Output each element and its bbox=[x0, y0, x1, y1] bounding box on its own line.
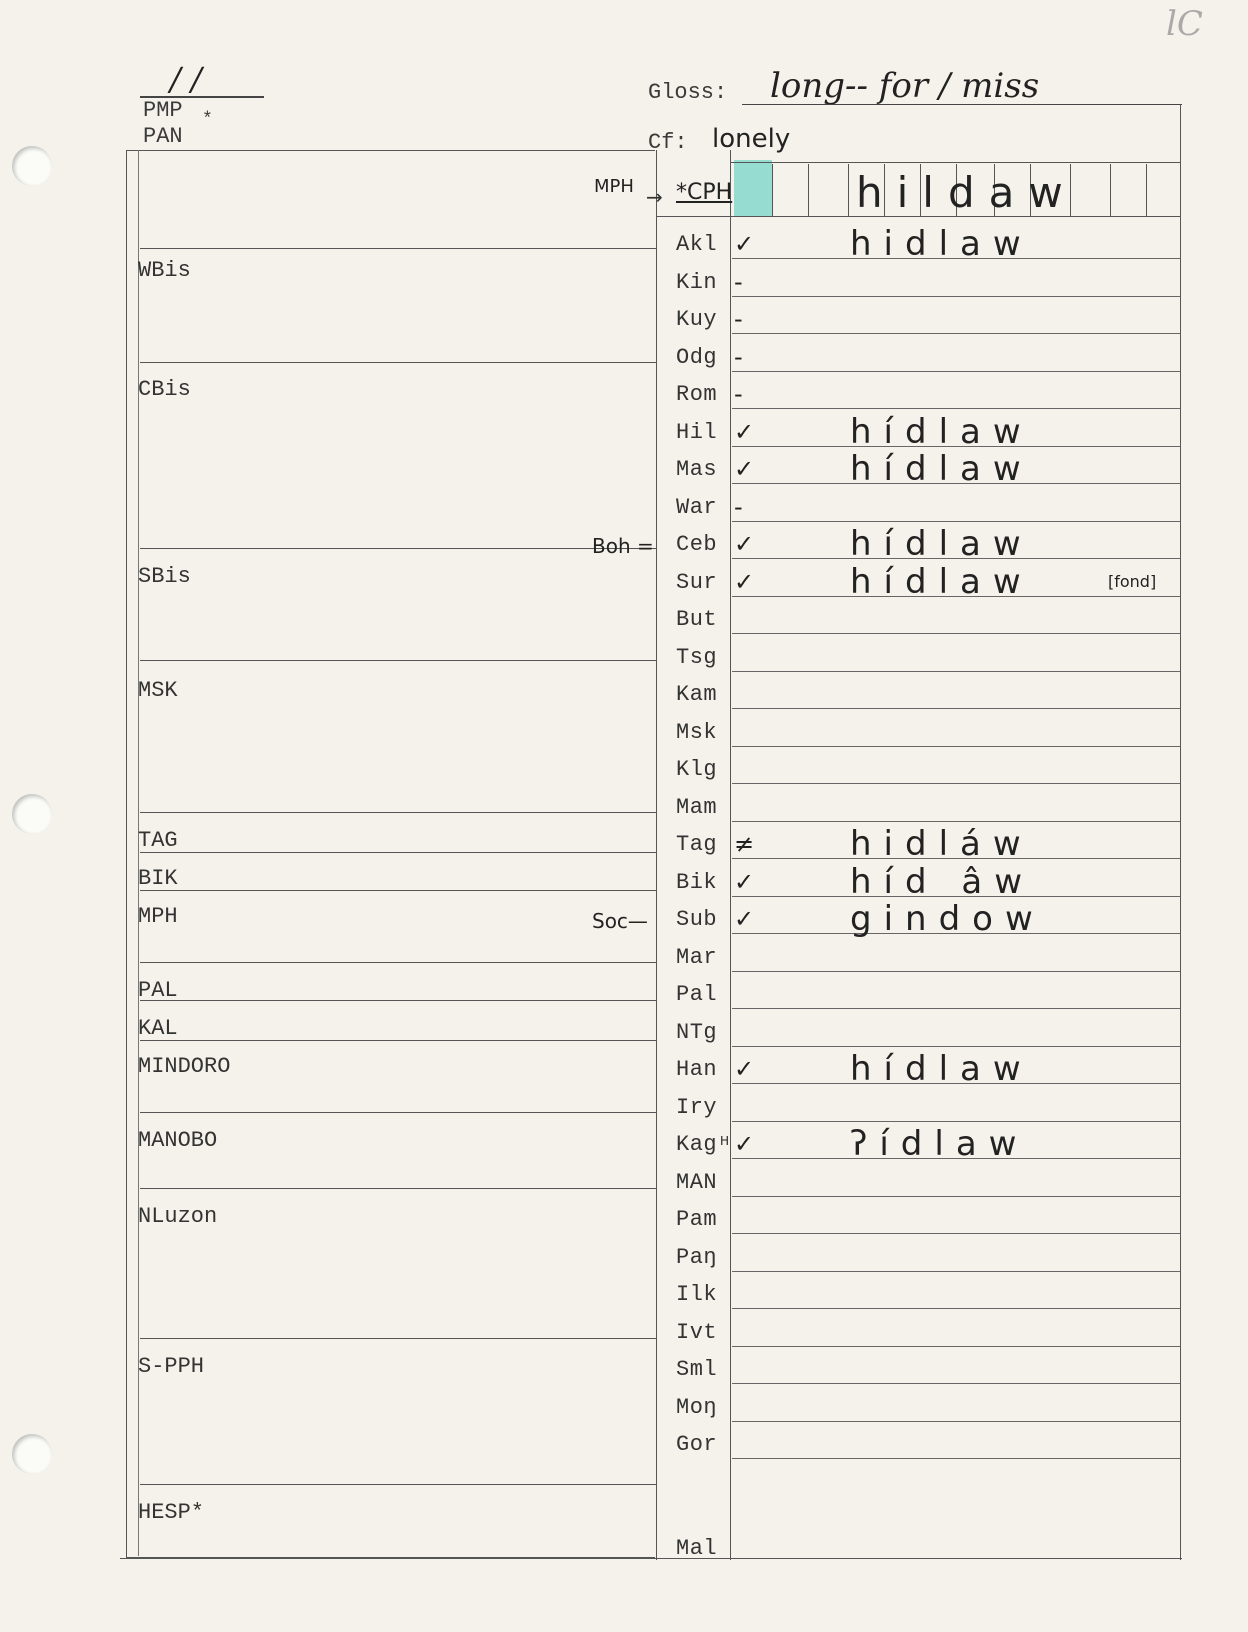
row-rule bbox=[732, 1008, 1180, 1009]
cognate-mark: - bbox=[734, 492, 743, 521]
row-rule bbox=[732, 1421, 1180, 1422]
proto-cell-divider bbox=[808, 164, 809, 216]
proto-form: hildaw bbox=[856, 168, 1077, 217]
divider-manobo bbox=[140, 1112, 656, 1113]
lang-code-man: MAN bbox=[676, 1169, 718, 1195]
row-rule bbox=[732, 333, 1180, 334]
proto-left-note: MPH bbox=[594, 176, 634, 197]
cognate-mark: ✓ bbox=[734, 1055, 755, 1083]
cf-value: lonely bbox=[712, 124, 791, 154]
lang-code-sur: Sur bbox=[676, 569, 718, 595]
divider-spph bbox=[140, 1338, 656, 1339]
divider-pal bbox=[140, 962, 656, 963]
cognate-mark: ✓ bbox=[734, 530, 755, 558]
reflex-form: hidláw bbox=[850, 824, 1033, 864]
cognate-mark: - bbox=[734, 305, 743, 333]
pan-asterisk: * bbox=[202, 110, 213, 130]
group-label-tag: TAG bbox=[138, 828, 178, 853]
lang-code-mal: Mal bbox=[676, 1536, 718, 1561]
row-rule bbox=[732, 1346, 1180, 1347]
lang-code-odg: Odg bbox=[676, 344, 718, 370]
row-rule bbox=[732, 1196, 1180, 1197]
row-note: Soc— bbox=[592, 909, 648, 933]
cognate-mark: - bbox=[734, 267, 743, 296]
row-rule bbox=[732, 1046, 1180, 1047]
divider-mindoro bbox=[140, 1040, 656, 1041]
divider-nluzon bbox=[140, 1188, 656, 1189]
corner-mark: lC bbox=[1166, 4, 1203, 44]
lang-code-kuy: Kuy bbox=[676, 307, 718, 332]
lang-code-pam: Pam bbox=[676, 1207, 718, 1232]
group-label-bik: BIK bbox=[138, 866, 178, 891]
left-panel-inner-edge bbox=[138, 150, 139, 1556]
row-rule bbox=[732, 408, 1180, 409]
lang-code-bik: Bik bbox=[676, 869, 718, 895]
lang-code-akl: Akl bbox=[676, 232, 718, 257]
code-column-left-border bbox=[656, 150, 657, 1560]
pan-label: PAN bbox=[143, 124, 183, 149]
proto-cell-divider bbox=[1146, 164, 1147, 216]
row-rule bbox=[732, 633, 1180, 634]
group-label-spph: S-PPH bbox=[138, 1354, 205, 1379]
pmp-label: PMP bbox=[143, 98, 183, 123]
divider-kal bbox=[140, 1000, 656, 1001]
lang-code-war: War bbox=[676, 494, 718, 520]
row-rule bbox=[732, 371, 1180, 372]
reflex-form: hidlaw bbox=[850, 224, 1033, 264]
lang-code-sub: Sub bbox=[676, 907, 718, 932]
row-rule bbox=[732, 783, 1180, 784]
lang-code-mas: Mas bbox=[676, 457, 718, 482]
reflex-form: hídlaw bbox=[850, 411, 1033, 452]
group-label-mindoro: MINDORO bbox=[138, 1054, 231, 1079]
group-label-cbis: CBis bbox=[138, 377, 191, 402]
lang-code-pal: Pal bbox=[676, 982, 718, 1007]
cf-label: Cf: bbox=[648, 130, 688, 155]
divider-hesp bbox=[140, 1484, 656, 1485]
cognate-mark: - bbox=[734, 380, 743, 408]
cognate-mark: ✓ bbox=[734, 455, 755, 483]
divider-bik bbox=[140, 852, 656, 853]
row-rule bbox=[732, 1271, 1180, 1272]
reflex-form: hídlaw bbox=[850, 561, 1033, 602]
cognate-mark: ≠ bbox=[734, 830, 755, 858]
divider-wbis bbox=[140, 248, 656, 249]
reflex-form: hídlaw bbox=[850, 449, 1033, 489]
lang-code-mar: Mar bbox=[676, 944, 718, 970]
row-rule bbox=[732, 1121, 1180, 1122]
divider-msk bbox=[140, 660, 656, 661]
group-label-sbis: SBis bbox=[138, 564, 191, 589]
reflex-form: híd âw bbox=[850, 861, 1035, 902]
bottom-border bbox=[120, 1558, 1182, 1559]
proto-cell-divider bbox=[1110, 164, 1111, 216]
lang-code-kin: Kin bbox=[676, 269, 718, 295]
cognate-mark: ✓ bbox=[734, 867, 755, 896]
lang-code-hil: Hil bbox=[676, 419, 718, 445]
row-rule bbox=[732, 971, 1180, 972]
divider-cbis bbox=[140, 362, 656, 363]
lang-code-gor: Gor bbox=[676, 1432, 718, 1457]
punch-hole-bottom bbox=[12, 1434, 52, 1474]
row-note: [fond] bbox=[1108, 571, 1157, 591]
reflex-form: gindow bbox=[850, 899, 1045, 939]
group-label-mph: MPH bbox=[138, 904, 178, 929]
lang-code-ivt: Ivt bbox=[676, 1319, 718, 1345]
group-label-wbis: WBis bbox=[138, 258, 191, 283]
divider-tag bbox=[140, 812, 656, 813]
lang-code-klg: Klg bbox=[676, 757, 718, 782]
lang-code-iry: Iry bbox=[676, 1094, 718, 1120]
row-rule bbox=[732, 708, 1180, 709]
lang-code-ilk: Ilk bbox=[676, 1282, 718, 1307]
reflex-form: hídlaw bbox=[850, 1049, 1033, 1089]
proto-highlight bbox=[734, 160, 772, 216]
row-rule bbox=[732, 1233, 1180, 1234]
lang-code-kag: Kag bbox=[676, 1132, 718, 1157]
group-label-hesp: HESP* bbox=[138, 1500, 205, 1525]
row-rule bbox=[732, 1308, 1180, 1309]
group-label-kal: KAL bbox=[138, 1016, 178, 1041]
cognate-mark: ✓ bbox=[734, 1130, 755, 1158]
lang-code-sml: Sml bbox=[676, 1357, 718, 1382]
row-note: H bbox=[720, 1134, 730, 1148]
proto-arrow-icon: → bbox=[646, 185, 663, 209]
row-rule bbox=[732, 671, 1180, 672]
divider-mph bbox=[140, 890, 656, 891]
group-label-msk: MSK bbox=[138, 678, 178, 703]
lang-code-mam: Mam bbox=[676, 794, 718, 820]
gloss-value: long-- for / miss bbox=[770, 66, 1040, 106]
lang-code-mo: Moŋ bbox=[676, 1394, 718, 1420]
lang-code-rom: Rom bbox=[676, 382, 718, 407]
row-rule bbox=[732, 521, 1180, 522]
row-rule bbox=[732, 746, 1180, 747]
lang-code-ntg: NTg bbox=[676, 1019, 718, 1045]
lang-code-but: But bbox=[676, 607, 718, 632]
lang-code-tag: Tag bbox=[676, 832, 718, 857]
cognate-mark: ✓ bbox=[734, 905, 755, 933]
right-edge-border bbox=[1180, 104, 1181, 1560]
row-rule bbox=[732, 821, 1180, 822]
lang-code-kam: Kam bbox=[676, 682, 718, 707]
proto-row-top bbox=[730, 162, 1180, 163]
divider-sbis bbox=[140, 548, 656, 549]
punch-hole-top bbox=[12, 146, 52, 186]
lang-code-ceb: Ceb bbox=[676, 532, 718, 557]
row-note: Boh = bbox=[592, 534, 654, 558]
row-rule bbox=[732, 1458, 1180, 1459]
gloss-rule bbox=[742, 104, 1182, 105]
reflex-form: ʔídlaw bbox=[850, 1124, 1029, 1164]
group-label-manobo: MANOBO bbox=[138, 1128, 218, 1153]
group-label-nluzon: NLuzon bbox=[138, 1204, 218, 1229]
cognate-mark: ✓ bbox=[734, 230, 755, 258]
cognate-mark: ✓ bbox=[734, 567, 755, 596]
reflex-form: hídlaw bbox=[850, 524, 1033, 564]
lang-code-msk: Msk bbox=[676, 719, 718, 745]
lang-code-han: Han bbox=[676, 1057, 718, 1082]
row-rule bbox=[732, 1383, 1180, 1384]
row-rule bbox=[732, 296, 1180, 297]
lang-code-tsg: Tsg bbox=[676, 644, 718, 670]
group-label-pal: PAL bbox=[138, 978, 178, 1003]
proto-cell-divider bbox=[772, 164, 773, 216]
proto-cell-divider bbox=[848, 164, 849, 216]
cognate-mark: ✓ bbox=[734, 417, 755, 446]
proto-code: *CPH bbox=[676, 180, 733, 205]
header-slashes: / / bbox=[170, 60, 202, 98]
punch-hole-middle bbox=[12, 794, 52, 834]
lang-code-pa: Paŋ bbox=[676, 1244, 718, 1270]
code-column-right-border bbox=[730, 150, 731, 1560]
gloss-label: Gloss: bbox=[648, 80, 728, 105]
cognate-mark: - bbox=[734, 342, 743, 371]
